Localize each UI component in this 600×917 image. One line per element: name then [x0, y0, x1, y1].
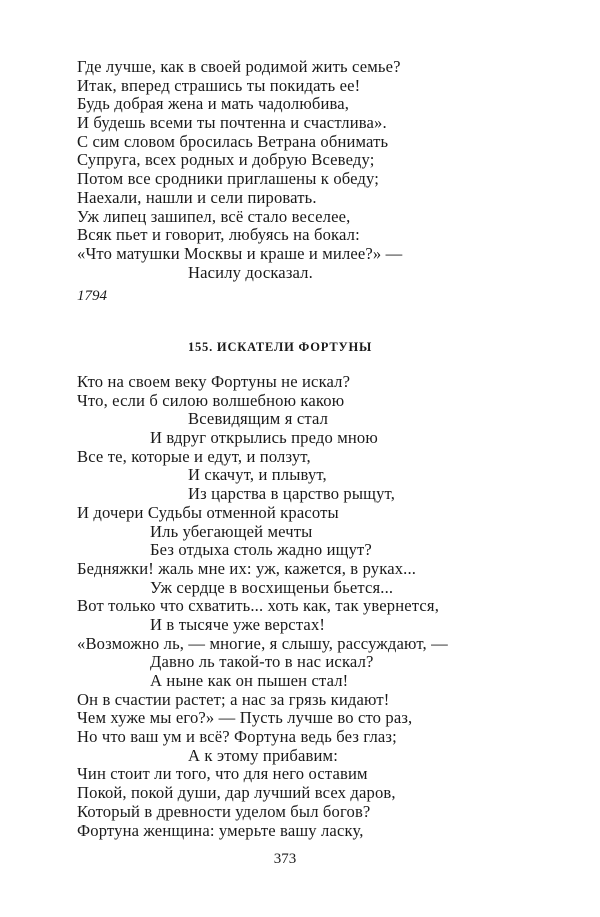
verse-line: Но что ваш ум и всё? Фортуна ведь без глаз; — [77, 727, 397, 747]
verse-line: «Что матушки Москвы и краше и милее?» — — [77, 243, 403, 263]
verse-line: Потом все сродники приглашены к обеду; — [77, 169, 380, 189]
verse-line: Все те, которые и едут, и ползут, — [77, 446, 311, 466]
verse-line: Давно ль такой-то в нас искал? — [150, 652, 374, 672]
poem-ending — [77, 58, 557, 282]
verse-line: Будь добрая жена и мать чадолюбива, — [77, 94, 350, 114]
verse-line: Он в счастии растет; а нас за грязь кидают! — [77, 689, 390, 709]
poem-body — [77, 373, 557, 840]
verse-line: Где лучше, как в своей родимой жить семье? — [77, 57, 401, 76]
verse-line: А ныне как он пышен стал! — [150, 671, 349, 690]
verse-line: Чин стоит ли того, что для него оставим — [77, 764, 368, 784]
verse-line: Который в древности уделом был богов? — [77, 801, 371, 821]
verse-line: Что, если б силою волшебною какою — [77, 390, 345, 410]
verse-line: Супруга, всех родных и добрую Всеведу; — [77, 150, 375, 170]
verse-line: Фортуна женщина: умерьте вашу ласку, — [77, 820, 364, 840]
verse-line: Наехали, нашли и сели пировать. — [77, 187, 317, 207]
verse-line: «Возможно ль, — многие, я слышу, рассуждают, — — [77, 633, 448, 653]
verse-line: Уж липец зашипел, всё стало веселее, — [77, 206, 351, 226]
verse-line: Итак, вперед страшись ты покидать ее! — [77, 75, 361, 95]
verse-line: И в тысяче уже верстах! — [150, 614, 326, 634]
verse-line: Иль убегающей мечты — [150, 521, 313, 541]
verse-line: Кто на своем веку Фортуны не искал? — [77, 372, 351, 391]
verse-line: Уж сердце в восхищеньи бьется... — [150, 577, 394, 597]
verse-line: Покой, покой души, дар лучший всех даров, — [77, 783, 396, 803]
verse-line: Всяк пьет и говорит, любуясь на бокал: — [77, 225, 360, 245]
poem-year: 1794 — [77, 288, 107, 304]
verse-line: Бедняжки! жаль мне их: уж, кажется, в руках... — [77, 558, 417, 578]
verse-line: А к этому прибавим: — [188, 745, 338, 765]
verse-line: Всевидящим я стал — [188, 409, 329, 429]
verse-line: И скачут, и плывут, — [188, 465, 327, 485]
verse-line: Без отдыха столь жадно ищут? — [150, 540, 372, 560]
verse-line: Из царства в царство рыщут, — [188, 484, 396, 504]
poem-title: 155. ИСКАТЕЛИ ФОРТУНЫ — [187, 340, 373, 354]
verse-line: Вот только что схватить... хоть как, так увернется, — [77, 596, 439, 616]
verse-line: С сим словом бросилась Ветрана обнимать — [77, 131, 389, 151]
verse-line: Чем хуже мы его?» — Пусть лучше во сто раз, — [77, 708, 413, 728]
verse-line: И вдруг открылись предо мною — [150, 428, 378, 448]
verse-line: Насилу досказал. — [188, 262, 313, 282]
verse-line: И дочери Судьбы отменной красоты — [77, 502, 339, 522]
verse-line: И будешь всеми ты почтенна и счастлива». — [77, 113, 387, 133]
page-number: 373 — [273, 851, 297, 867]
